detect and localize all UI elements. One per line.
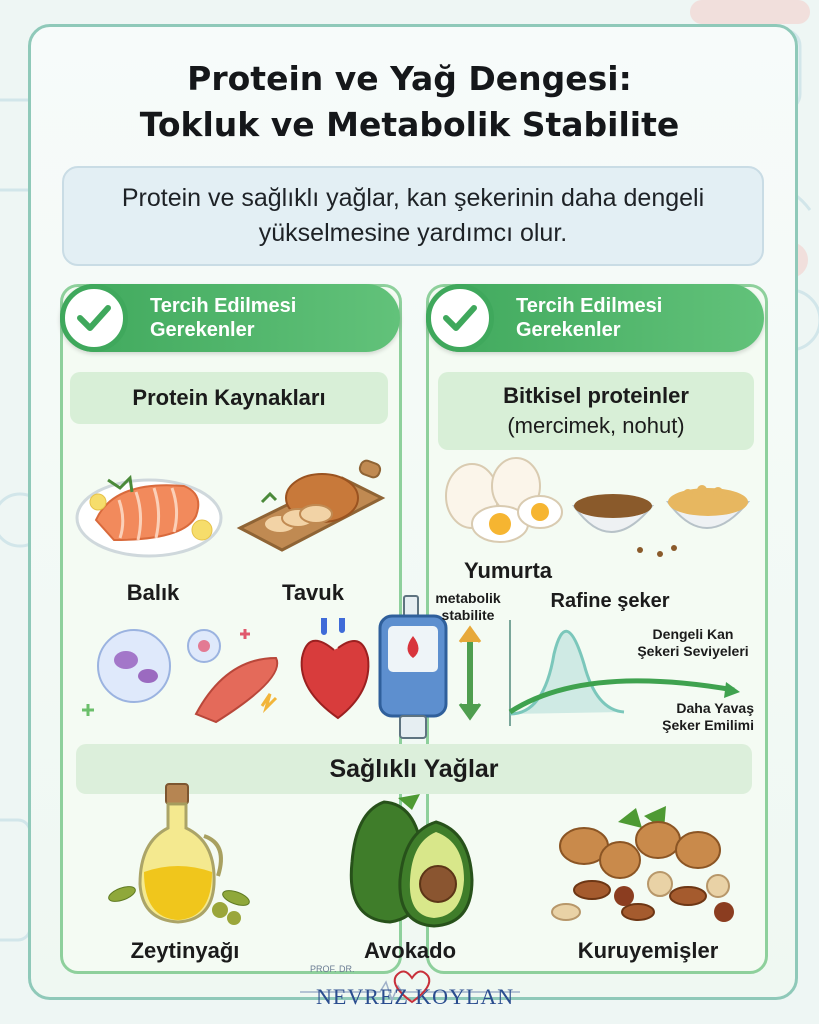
item-tavuk: Tavuk [282,580,344,605]
item-kuruyemisler: Kuruyemişler [577,938,719,963]
slow-absorption-line-1: Daha Yavaş [676,700,754,716]
check-icon [426,284,494,352]
right-badge-line-1: Tercih Edilmesi [516,295,663,317]
slow-absorption-line-2: Şeker Emilimi [662,717,754,733]
slow-absorption-label [636,700,754,734]
metabolic-label-line-1: metabolik [435,590,501,606]
left-badge [60,284,400,352]
right-badge [426,284,764,352]
author-signature [300,962,520,1018]
item-yumurta: Yumurta [463,558,553,583]
plant-proteins-heading-line-2: (mercimek, nohut) [507,413,685,438]
item-avokado: Avokado [363,938,457,963]
plant-proteins-heading-line-1: Bitkisel proteinler [503,383,689,408]
check-icon [60,284,128,352]
signature-name-last: KOYLAN [415,984,515,1009]
balanced-sugar-line-1: Dengeli Kan [652,626,734,642]
legumes-illustration [570,470,754,560]
signature-name-first: NEVREZ [316,984,409,1009]
protein-sources-heading-text: Protein Kaynakları [132,385,326,410]
chicken-illustration [232,458,392,554]
eggs-illustration [440,456,566,544]
plant-proteins-heading [438,372,754,450]
protein-sources-heading [70,372,388,424]
page-title [0,56,819,148]
body-health-illustration [76,618,376,728]
nuts-illustration [548,800,748,930]
balanced-sugar-label [630,626,756,660]
metabolic-label-line-2: stabilite [441,607,495,623]
title-line-1: Protein ve Yağ Dengesi: [187,59,632,98]
item-balik: Balık [126,580,180,605]
balanced-sugar-line-2: Şekeri Seviyeleri [637,643,749,659]
title-line-2: Tokluk ve Metabolik Stabilite [139,105,680,144]
healthy-fats-heading-text: Sağlıklı Yağlar [329,754,499,783]
item-rafine-seker: Rafine şeker [550,590,670,612]
subtitle-text: Protein ve sağlıklı yağlar, kan şekerinin daha dengeli yükselmesine yardımcı olur. [121,184,705,247]
avocado-illustration [338,792,488,932]
signature-prefix: PROF. DR. [310,964,355,974]
left-badge-line-1: Tercih Edilmesi [150,295,297,317]
right-badge-line-2: Gerekenler [516,319,621,341]
left-badge-text [128,294,296,342]
subtitle-box [62,166,764,266]
left-badge-line-2: Gerekenler [150,319,255,341]
metabolic-label [424,590,512,624]
olive-oil-illustration [108,780,258,930]
item-zeytinyagi: Zeytinyağı [130,938,240,963]
right-badge-text [494,294,662,342]
fish-illustration [74,460,224,560]
